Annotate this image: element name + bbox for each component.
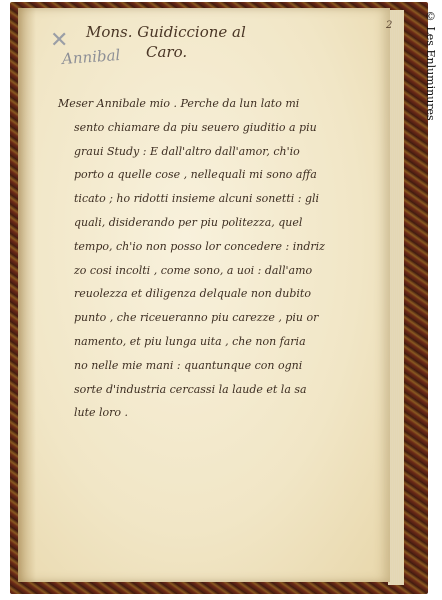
page-number: 2 — [386, 20, 393, 31]
page-gutter — [18, 8, 36, 582]
body-line: Meser Annibale mio . Perche da lun lato mi — [58, 97, 300, 110]
body-line: sento chiamare da piu seuero giuditio a piu — [74, 120, 317, 134]
header-line-1: Mons. Guidiccione al — [86, 23, 246, 41]
body-line: reuolezza et diligenza delquale non dubito — [74, 287, 311, 301]
body-line: no nelle mie mani : quantunque con ogni — [74, 358, 303, 372]
body-line: namento, et piu lunga uita , che non faria — [74, 334, 306, 348]
body-line: punto , che riceueranno piu carezze , piu or — [74, 311, 319, 325]
header-line-2: Caro. — [146, 43, 188, 61]
page-edges — [388, 10, 404, 585]
letter-body — [58, 92, 348, 425]
body-line: sorte d'industria cercassi la laude et la sa — [74, 382, 307, 396]
pencil-cross-mark: ✕ — [50, 28, 69, 53]
page-header — [86, 22, 246, 62]
body-line: quali, disiderando per piu politezza, quel — [74, 215, 303, 229]
body-line: tempo, ch'io non posso lor concedere : indriz — [74, 239, 325, 253]
body-line: ticato ; ho ridotti insieme alcuni sonetti : gli — [74, 192, 320, 206]
body-line: graui Study : E dall'altro dall'amor, ch'io — [74, 144, 300, 158]
body-line: porto a quelle cose , nellequali mi sono affa — [74, 168, 317, 182]
copyright-notice: © Les Enluminures — [424, 10, 437, 121]
book-page — [18, 8, 393, 582]
body-line: zo cosi incolti , come sono, a uoi : dall'amo — [74, 263, 313, 277]
handwritten-signature: Annibal — [61, 45, 121, 69]
body-line: lute loro . — [74, 406, 129, 420]
